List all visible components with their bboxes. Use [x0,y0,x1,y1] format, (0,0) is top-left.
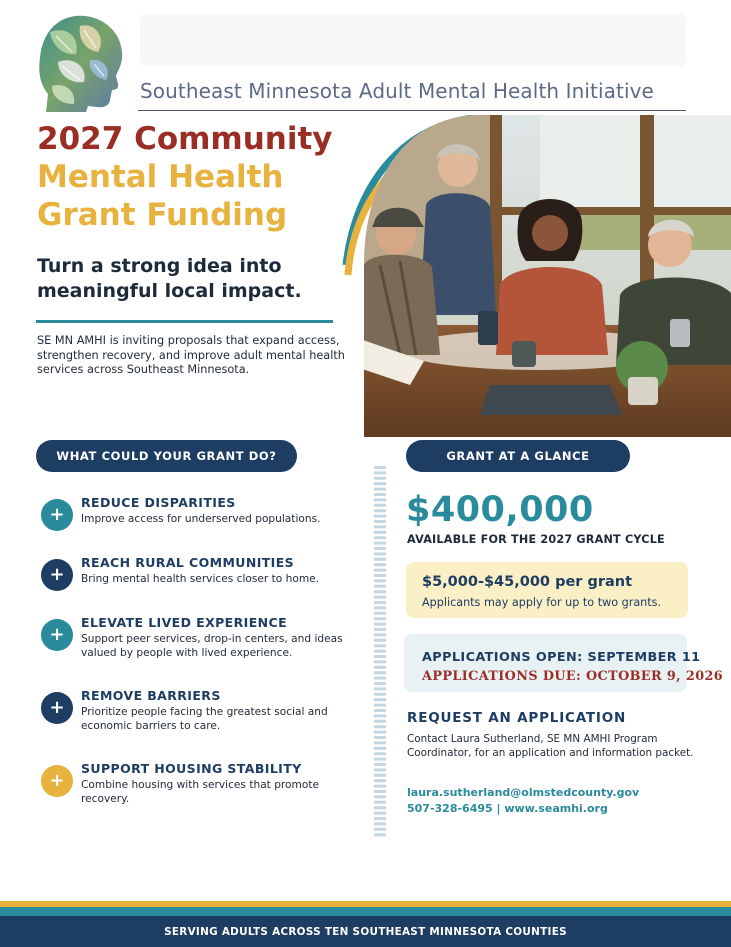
plus-icon: + [41,559,73,591]
grant-range-title: $5,000-$45,000 per grant [422,574,633,590]
item-title: REDUCE DISPARITIES [81,495,236,510]
plus-icon: + [41,692,73,724]
grant-at-a-glance-heading: GRANT AT A GLANCE [406,440,630,472]
request-application-body: Contact Laura Sutherland, SE MN AMHI Program Coordinator, for an application and information packet. [407,733,694,759]
footer-bar [0,916,731,947]
head-with-leaves-icon [36,12,130,112]
page-title-line-1: 2027 Community [37,121,333,157]
plus-icon: + [41,765,73,797]
applications-open-date: APPLICATIONS OPEN: SEPTEMBER 11 [422,650,701,665]
org-title: Southeast Minnesota Adult Mental Health Initiative [140,79,654,103]
tagline: Turn a strong idea into meaningful local impact. [37,255,302,302]
contact-phone-website[interactable]: 507-328-6495 | www.seamhi.org [407,802,608,815]
hero-photo [340,115,731,437]
total-funding-amount: $400,000 [406,490,594,530]
item-title: REACH RURAL COMMUNITIES [81,555,295,570]
application-dates-card [404,634,724,692]
header-band [140,14,686,66]
intro-paragraph: SE MN AMHI is inviting proposals that expand access, strengthen recovery, and improve adult mental health services across Southeast Minnesota. [37,334,345,376]
footer-text: SERVING ADULTS ACROSS TEN SOUTHEAST MINNESOTA COUNTIES [164,925,567,938]
amount-caption: AVAILABLE FOR THE 2027 GRANT CYCLE [407,533,665,546]
footer-teal-band [0,907,731,916]
item-title: ELEVATE LIVED EXPERIENCE [81,615,288,630]
grant-range-card [406,562,688,618]
page-title-line-2: Mental Health [37,159,284,195]
header-divider [138,110,686,111]
item-description: Improve access for underserved populations. [81,513,321,525]
request-application-heading: REQUEST AN APPLICATION [407,710,627,726]
what-grant-do-heading: WHAT COULD YOUR GRANT DO? [36,440,297,472]
item-title: REMOVE BARRIERS [81,688,221,703]
item-description: Support peer services, drop-in centers, and ideas valued by people with lived experience. [81,633,343,659]
plus-icon: + [41,619,73,651]
item-description: Prioritize people facing the greatest social and economic barriers to care. [81,706,328,732]
item-description: Combine housing with services that promote recovery. [81,779,320,805]
tagline-divider [36,320,333,323]
contact-email-link[interactable]: laura.sutherland@olmstedcounty.gov [407,786,640,799]
item-title: SUPPORT HOUSING STABILITY [81,761,302,776]
section-divider [373,466,387,838]
item-description: Bring mental health services closer to home. [81,573,320,585]
applications-due-date: APPLICATIONS DUE: OCTOBER 9, 2026 [422,669,724,684]
plus-icon: + [41,499,73,531]
grant-range-note: Applicants may apply for up to two grants. [422,596,662,609]
logo [36,12,130,112]
page-title-line-3: Grant Funding [37,197,288,233]
